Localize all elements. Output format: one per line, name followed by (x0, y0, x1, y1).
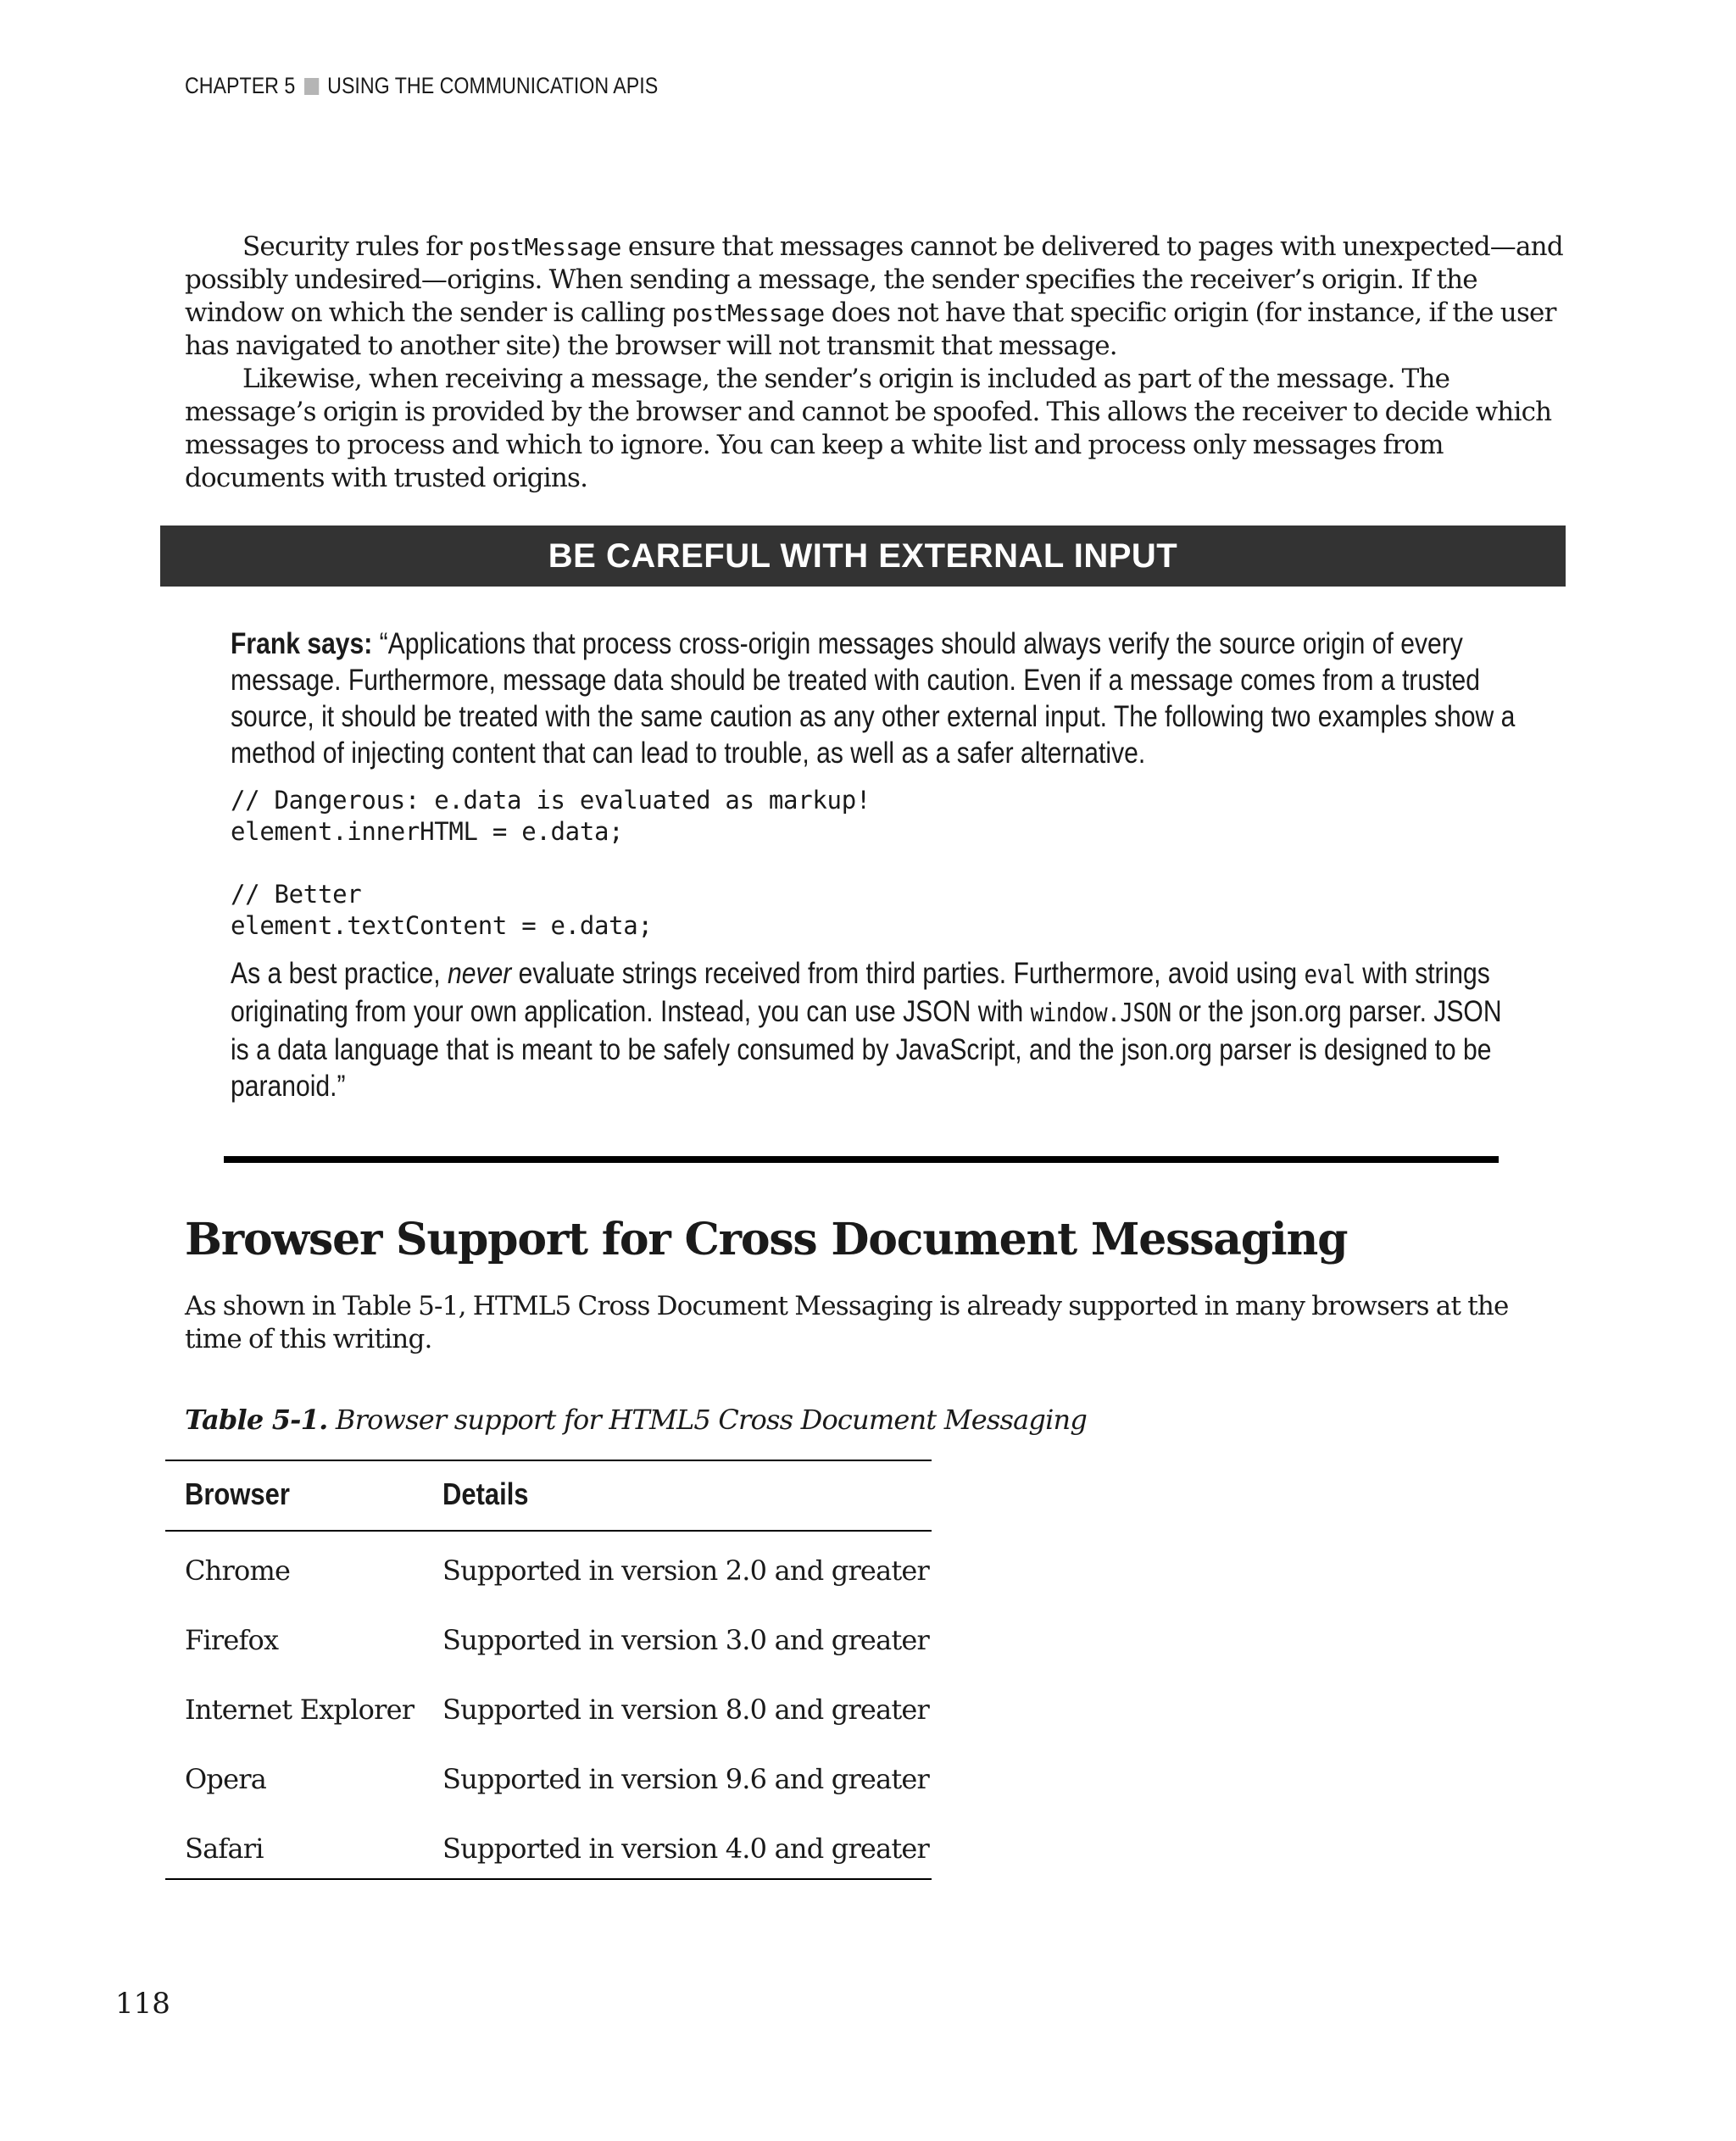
inline-code: postMessage (671, 299, 825, 327)
section-heading: Browser Support for Cross Document Messaging (185, 1214, 1348, 1265)
table-row: Chrome Supported in version 2.0 and greater (185, 1554, 930, 1587)
table-header-browser: Browser (185, 1476, 290, 1511)
inline-code: eval (1304, 960, 1355, 990)
code-example: // Dangerous: e.data is evaluated as markup! element.innerHTML = e.data; // Better element.textContent = e.data; (231, 786, 871, 940)
running-head-chapter: CHAPTER 5 (185, 73, 296, 98)
section-text: As shown in Table 5-1, HTML5 Cross Document Messaging is already supported in many browsers at the time of this writing. (185, 1291, 1509, 1354)
inline-code: postMessage (468, 233, 621, 261)
table-header-rule (165, 1530, 932, 1532)
table-caption: Table 5-1. Browser support for HTML5 Cross Document Messaging (185, 1404, 1087, 1436)
table-row: Internet Explorer Supported in version 8.0 and greater (185, 1693, 930, 1726)
table-header-details: Details (442, 1476, 529, 1511)
inline-code: window.JSON (1030, 998, 1171, 1028)
running-head (185, 73, 658, 99)
intro-text (185, 231, 1566, 495)
page-number: 118 (115, 1987, 170, 2021)
sidebar-bottom-rule (224, 1156, 1499, 1163)
intro-paragraph-1: Security rules for postMessage ensure that messages cannot be delivered to pages with unexpected—and possibly undesired—origins. When sending a message, the sender specifies the receiver’s origin. If the window on which the sender is calling postMessage does not have that specific origin (for instance, if the user has navigated to another site) the browser will not transmit that message. (185, 231, 1563, 361)
sidebar-speaker: Frank says: (231, 627, 373, 660)
table-row: Opera Supported in version 9.6 and greater (185, 1763, 930, 1795)
intro-paragraph-2: Likewise, when receiving a message, the sender’s origin is included as part of the message. The message’s origin is provided by the browser and cannot be spoofed. This allows the receiver to decide which messages to process and which to ignore. You can keep a white list and process only messages from documents with trusted origins. (185, 364, 1552, 493)
table-bottom-rule (165, 1878, 932, 1880)
square-bullet-icon (304, 78, 319, 95)
sidebar-title: BE CAREFUL WITH EXTERNAL INPUT (160, 526, 1566, 587)
sidebar-paragraph-2: As a best practice, never evaluate strings received from third parties. Furthermore, avoid using eval with strings originating from your own application. Instead, you can use JSON with window.JSON or the json.org parser. JSON is a data language that is meant to be safely consumed by JavaScript, and the json.org parser is designed to be paranoid.” (231, 957, 1502, 1103)
running-head-title: USING THE COMMUNICATION APIS (327, 73, 659, 98)
sidebar-paragraph-1: Frank says: “Applications that process cross-origin messages should always verify the source origin of every message. Furthermore, message data should be treated with caution. Even if a message comes from a trusted source, it should be treated with the same caution as any other external input. The following two examples show a method of injecting content that can lead to trouble, as well as a safer alternative. (231, 627, 1516, 770)
table-row: Firefox Supported in version 3.0 and greater (185, 1624, 930, 1656)
table-row: Safari Supported in version 4.0 and greater (185, 1832, 930, 1865)
sidebar-body (231, 626, 1519, 1104)
table-top-rule (165, 1460, 932, 1461)
